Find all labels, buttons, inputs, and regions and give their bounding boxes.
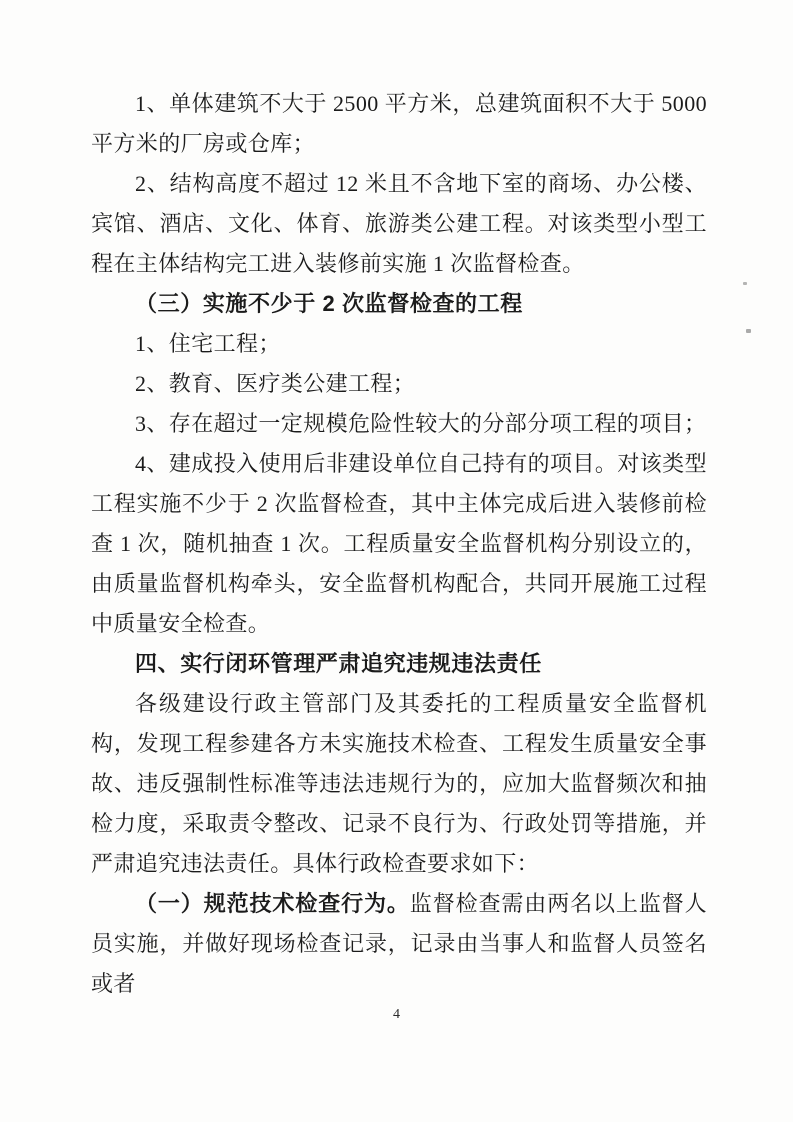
- page-number: 4: [393, 1007, 400, 1022]
- paragraph-inspection-behavior-bold-lead: （一）规范技术检查行为。: [135, 891, 410, 916]
- paragraph-inspection-behavior-rest: 监督检查需由两名以上监督人员实施，并做好现场检查记录，记录由当事人和监督人员签名或者: [91, 891, 707, 996]
- scan-artifact-dot: [746, 329, 751, 333]
- paragraph-non-owner-projects: 4、建成投入使用后非建设单位自己持有的项目。对该类型工程实施不少于 2 次监督检查，其中主体完成后进入装修前检查 1 次，随机抽查 1 次。工程质量安全监督机构分别设立的，由质量监督机构牵头，安全监督机构配合，共同开展施工过程中质量安全检查。: [91, 451, 707, 636]
- scan-artifact-dot: [743, 282, 747, 285]
- paragraph-factory-warehouse: 1、单体建筑不大于 2500 平方米，总建筑面积不大于 5000 平方米的厂房或仓库；: [91, 91, 707, 156]
- list-item-residential: 1、住宅工程；: [135, 331, 281, 356]
- document-body: [91, 84, 707, 1004]
- paragraph-structure-height: 2、结构高度不超过 12 米且不含地下室的商场、办公楼、宾馆、酒店、文化、体育、旅游类公建工程。对该类型小型工程在主体结构完工进入装修前实施 1 次监督检查。: [91, 171, 707, 276]
- list-item-education-medical: 2、教育、医疗类公建工程；: [135, 371, 416, 396]
- paragraph-inspection-behavior: [91, 884, 707, 1004]
- list-item-high-risk-subprojects: 3、存在超过一定规模危险性较大的分部分项工程的项目；: [135, 411, 707, 436]
- paragraph-closed-loop-management: 各级建设行政主管部门及其委托的工程质量安全监督机构，发现工程参建各方未实施技术检查、工程发生质量安全事故、违反强制性标准等违法违规行为的，应加大监督频次和抽检力度，采取责令整改、记录不良行为、行政处罚等措施，并严肃追究违法责任。具体行政检查要求如下：: [91, 691, 707, 876]
- section-heading-three: （三）实施不少于 2 次监督检查的工程: [135, 291, 523, 316]
- section-heading-four: 四、实行闭环管理严肃追究违规违法责任: [135, 651, 542, 676]
